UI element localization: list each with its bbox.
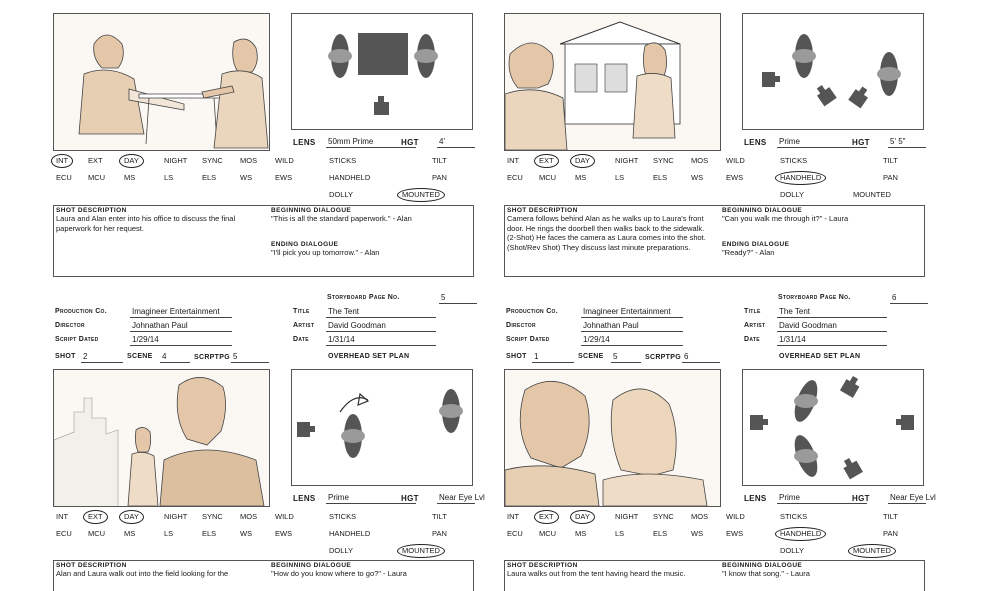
scene-value[interactable]: 5 bbox=[611, 351, 641, 363]
move-pan[interactable]: PAN bbox=[432, 173, 447, 182]
option-int[interactable]: INT bbox=[56, 512, 69, 521]
artist-label: Artist bbox=[293, 322, 315, 329]
support-dolly[interactable]: DOLLY bbox=[780, 546, 805, 555]
shot-label: SHOT bbox=[506, 353, 527, 360]
option-sync[interactable]: SYNC bbox=[202, 156, 223, 165]
shot-description-text[interactable]: Camera follows behind Alan as he walks up to Laura's front door. He rings the doorbell then walks back to the sidewalk. (2-Shot) He faces the camera as Laura comes into the shot. (Shot/Rev Shot) They discuss last minute preparations. bbox=[507, 214, 706, 252]
option-ecu[interactable]: ECU bbox=[507, 173, 523, 182]
support-handheld[interactable]: HANDHELD bbox=[775, 171, 826, 185]
storyboard-page-label: Storyboard Page No. bbox=[778, 294, 851, 301]
beginning-dialogue-text[interactable]: "How do you know where to go?" - Laura bbox=[271, 569, 407, 578]
hgt-label: HGT bbox=[852, 494, 870, 503]
option-ext[interactable]: EXT bbox=[534, 510, 559, 524]
support-handheld[interactable]: HANDHELD bbox=[775, 527, 826, 541]
set-plan-diagram bbox=[743, 14, 923, 129]
option-mos[interactable]: MOS bbox=[691, 156, 709, 165]
option-sync[interactable]: SYNC bbox=[202, 512, 223, 521]
ending-dialogue-text[interactable]: "Ready?" - Alan bbox=[722, 248, 775, 257]
overhead-plan-4 bbox=[742, 369, 924, 486]
support-mounted[interactable]: MOUNTED bbox=[397, 188, 445, 202]
option-ws[interactable]: WS bbox=[240, 529, 253, 538]
option-ls[interactable]: LS bbox=[164, 529, 174, 538]
production-co-value[interactable]: Imagineer Entertainment bbox=[130, 306, 232, 318]
option-mcu[interactable]: MCU bbox=[539, 529, 557, 538]
beginning-dialogue-text[interactable]: "I know that song." - Laura bbox=[722, 569, 810, 578]
scene-value[interactable]: 4 bbox=[160, 351, 190, 363]
support-dolly[interactable]: DOLLY bbox=[329, 190, 354, 199]
option-ews[interactable]: EWS bbox=[726, 529, 744, 538]
option-int[interactable]: INT bbox=[507, 156, 520, 165]
option-mcu[interactable]: MCU bbox=[539, 173, 557, 182]
overhead-set-plan-label: OVERHEAD SET PLAN bbox=[328, 353, 410, 360]
set-plan-diagram bbox=[292, 14, 472, 129]
move-tilt[interactable]: TILT bbox=[883, 156, 898, 165]
option-wild[interactable]: WILD bbox=[275, 512, 294, 521]
script-dated-value[interactable]: 1/29/14 bbox=[130, 334, 232, 346]
title-value[interactable]: The Tent bbox=[326, 306, 436, 318]
option-ews[interactable]: EWS bbox=[275, 173, 293, 182]
overhead-plan-3 bbox=[291, 369, 473, 486]
lens-label: LENS bbox=[744, 494, 767, 503]
option-mos[interactable]: MOS bbox=[240, 512, 258, 521]
move-pan[interactable]: PAN bbox=[883, 173, 898, 182]
shot-description-text[interactable]: Laura walks out from the tent having heard the music. bbox=[507, 569, 686, 578]
date-value[interactable]: 1/31/14 bbox=[777, 334, 887, 346]
option-sync[interactable]: SYNC bbox=[653, 512, 674, 521]
storyboard-page-label: Storyboard Page No. bbox=[327, 294, 400, 301]
support-sticks[interactable]: STICKS bbox=[329, 512, 357, 521]
lens-value[interactable]: Prime bbox=[777, 136, 867, 148]
option-mcu[interactable]: MCU bbox=[88, 173, 106, 182]
shot-value[interactable]: 1 bbox=[532, 351, 574, 363]
move-tilt[interactable]: TILT bbox=[432, 156, 447, 165]
scrptpg-label: SCRPTPG bbox=[194, 354, 230, 361]
scene-label: SCENE bbox=[578, 353, 604, 360]
lens-label: LENS bbox=[293, 138, 316, 147]
sketch-frame-1 bbox=[53, 13, 270, 151]
option-int[interactable]: INT bbox=[507, 512, 520, 521]
option-ms[interactable]: MS bbox=[124, 173, 136, 182]
option-ls[interactable]: LS bbox=[615, 173, 625, 182]
hgt-value[interactable]: 5' 5" bbox=[888, 136, 926, 148]
hgt-value[interactable]: Near Eye Lvl bbox=[439, 493, 485, 502]
lens-value[interactable]: Prime bbox=[777, 492, 867, 504]
option-night[interactable]: NIGHT bbox=[615, 512, 639, 521]
option-els[interactable]: ELS bbox=[202, 173, 217, 182]
sketch-frame-2 bbox=[504, 13, 721, 151]
ending-dialogue-label: ENDING DIALOGUE bbox=[271, 241, 339, 248]
option-day[interactable]: DAY bbox=[119, 510, 144, 524]
artist-value[interactable]: David Goodman bbox=[326, 320, 436, 332]
option-ws[interactable]: WS bbox=[691, 173, 704, 182]
option-ecu[interactable]: ECU bbox=[56, 529, 72, 538]
overhead-plan-2 bbox=[742, 13, 924, 130]
option-night[interactable]: NIGHT bbox=[615, 156, 639, 165]
option-ms[interactable]: MS bbox=[575, 529, 587, 538]
hgt-label: HGT bbox=[401, 138, 419, 147]
sketch-office-meeting bbox=[54, 14, 269, 150]
production-co-value[interactable]: Imagineer Entertainment bbox=[581, 306, 683, 318]
artist-label: Artist bbox=[744, 322, 766, 329]
lens-value[interactable]: 50mm Prime bbox=[326, 136, 416, 148]
option-ms[interactable]: MS bbox=[575, 173, 587, 182]
artist-value[interactable]: David Goodman bbox=[777, 320, 887, 332]
shot-description-text[interactable]: Alan and Laura walk out into the field looking for the bbox=[56, 569, 229, 578]
support-handheld[interactable]: HANDHELD bbox=[329, 529, 371, 538]
lens-label: LENS bbox=[744, 138, 767, 147]
option-ews[interactable]: EWS bbox=[726, 173, 744, 182]
support-mounted[interactable]: MOUNTED bbox=[397, 544, 445, 558]
move-tilt[interactable]: TILT bbox=[883, 512, 898, 521]
title-label: Title bbox=[293, 308, 310, 315]
lens-label: LENS bbox=[293, 494, 316, 503]
support-dolly[interactable]: DOLLY bbox=[329, 546, 354, 555]
option-day[interactable]: DAY bbox=[570, 510, 595, 524]
title-value[interactable]: The Tent bbox=[777, 306, 887, 318]
storyboard-page-value[interactable]: 5 bbox=[439, 292, 477, 304]
option-els[interactable]: ELS bbox=[202, 529, 217, 538]
shot-description-label: SHOT DESCRIPTION bbox=[56, 207, 127, 214]
option-ext[interactable]: EXT bbox=[534, 154, 559, 168]
support-mounted[interactable]: MOUNTED bbox=[848, 544, 896, 558]
sketch-frame-4 bbox=[504, 369, 721, 507]
hgt-value[interactable]: 4' bbox=[437, 136, 475, 148]
option-wild[interactable]: WILD bbox=[726, 512, 745, 521]
option-day[interactable]: DAY bbox=[119, 154, 144, 168]
date-label: Date bbox=[744, 336, 760, 343]
move-tilt[interactable]: TILT bbox=[432, 512, 447, 521]
option-mos[interactable]: MOS bbox=[240, 156, 258, 165]
support-sticks[interactable]: STICKS bbox=[780, 156, 808, 165]
option-wild[interactable]: WILD bbox=[275, 156, 294, 165]
lens-value[interactable]: Prime bbox=[326, 492, 416, 504]
sketch-tent-music bbox=[505, 370, 720, 506]
sketch-front-door bbox=[505, 14, 720, 150]
description-box bbox=[504, 205, 925, 277]
shot-description-label: SHOT DESCRIPTION bbox=[56, 562, 127, 569]
option-sync[interactable]: SYNC bbox=[653, 156, 674, 165]
beginning-dialogue-text[interactable]: "Can you walk me through it?" - Laura bbox=[722, 214, 849, 223]
date-label: Date bbox=[293, 336, 309, 343]
hgt-label: HGT bbox=[401, 494, 419, 503]
set-plan-diagram bbox=[743, 370, 923, 485]
beginning-dialogue-label: BEGINNING DIALOGUE bbox=[271, 207, 352, 214]
script-dated-value[interactable]: 1/29/14 bbox=[581, 334, 683, 346]
option-night[interactable]: NIGHT bbox=[164, 156, 188, 165]
move-pan[interactable]: PAN bbox=[432, 529, 447, 538]
support-handheld[interactable]: HANDHELD bbox=[329, 173, 371, 182]
hgt-label: HGT bbox=[852, 138, 870, 147]
title-label: Title bbox=[744, 308, 761, 315]
support-sticks[interactable]: STICKS bbox=[780, 512, 808, 521]
move-pan[interactable]: PAN bbox=[883, 529, 898, 538]
beginning-dialogue-label: BEGINNING DIALOGUE bbox=[722, 207, 803, 214]
option-ls[interactable]: LS bbox=[164, 173, 174, 182]
overhead-plan-1 bbox=[291, 13, 473, 130]
scrptpg-value[interactable]: 6 bbox=[682, 351, 720, 363]
shot-description-label: SHOT DESCRIPTION bbox=[507, 207, 578, 214]
option-els[interactable]: ELS bbox=[653, 173, 668, 182]
date-value[interactable]: 1/31/14 bbox=[326, 334, 436, 346]
scrptpg-value[interactable]: 5 bbox=[231, 351, 269, 363]
script-dated-label: Script Dated bbox=[506, 336, 550, 343]
option-int[interactable]: INT bbox=[51, 154, 73, 168]
director-value[interactable]: Johnathan Paul bbox=[581, 320, 683, 332]
option-wild[interactable]: WILD bbox=[726, 156, 745, 165]
option-ls[interactable]: LS bbox=[615, 529, 625, 538]
option-ext[interactable]: EXT bbox=[83, 510, 108, 524]
director-label: Director bbox=[55, 322, 85, 329]
description-box bbox=[504, 560, 925, 591]
director-value[interactable]: Johnathan Paul bbox=[130, 320, 232, 332]
sketch-field-walk bbox=[54, 370, 269, 506]
beginning-dialogue-label: BEGINNING DIALOGUE bbox=[722, 562, 803, 569]
support-mounted[interactable]: MOUNTED bbox=[853, 190, 891, 199]
scrptpg-label: SCRPTPG bbox=[645, 354, 681, 361]
production-co-label: Production Co. bbox=[506, 308, 558, 315]
option-night[interactable]: NIGHT bbox=[164, 512, 188, 521]
option-ecu[interactable]: ECU bbox=[507, 529, 523, 538]
director-label: Director bbox=[506, 322, 536, 329]
description-box bbox=[53, 560, 474, 591]
shot-description-label: SHOT DESCRIPTION bbox=[507, 562, 578, 569]
hgt-value[interactable]: Near Eye Lvl bbox=[890, 493, 936, 502]
beginning-dialogue-label: BEGINNING DIALOGUE bbox=[271, 562, 352, 569]
overhead-set-plan-label: OVERHEAD SET PLAN bbox=[779, 353, 861, 360]
production-co-label: Production Co. bbox=[55, 308, 107, 315]
beginning-dialogue-text[interactable]: "This is all the standard paperwork." - Alan bbox=[271, 214, 412, 223]
option-ews[interactable]: EWS bbox=[275, 529, 293, 538]
option-ws[interactable]: WS bbox=[240, 173, 253, 182]
option-mos[interactable]: MOS bbox=[691, 512, 709, 521]
scene-label: SCENE bbox=[127, 353, 153, 360]
set-plan-diagram bbox=[292, 370, 472, 485]
option-mcu[interactable]: MCU bbox=[88, 529, 106, 538]
support-dolly[interactable]: DOLLY bbox=[780, 190, 805, 199]
support-sticks[interactable]: STICKS bbox=[329, 156, 357, 165]
shot-description-text[interactable]: Laura and Alan enter into his office to discuss the final paperwork for her request. bbox=[56, 214, 236, 233]
option-els[interactable]: ELS bbox=[653, 529, 668, 538]
option-ext[interactable]: EXT bbox=[88, 156, 103, 165]
option-ws[interactable]: WS bbox=[691, 529, 704, 538]
script-dated-label: Script Dated bbox=[55, 336, 99, 343]
option-ecu[interactable]: ECU bbox=[56, 173, 72, 182]
storyboard-page-value[interactable]: 6 bbox=[890, 292, 928, 304]
option-ms[interactable]: MS bbox=[124, 529, 136, 538]
shot-value[interactable]: 2 bbox=[81, 351, 123, 363]
description-box bbox=[53, 205, 474, 277]
ending-dialogue-text[interactable]: "I'll pick you up tomorrow." - Alan bbox=[271, 248, 380, 257]
sketch-frame-3 bbox=[53, 369, 270, 507]
ending-dialogue-label: ENDING DIALOGUE bbox=[722, 241, 790, 248]
option-day[interactable]: DAY bbox=[570, 154, 595, 168]
shot-label: SHOT bbox=[55, 353, 76, 360]
